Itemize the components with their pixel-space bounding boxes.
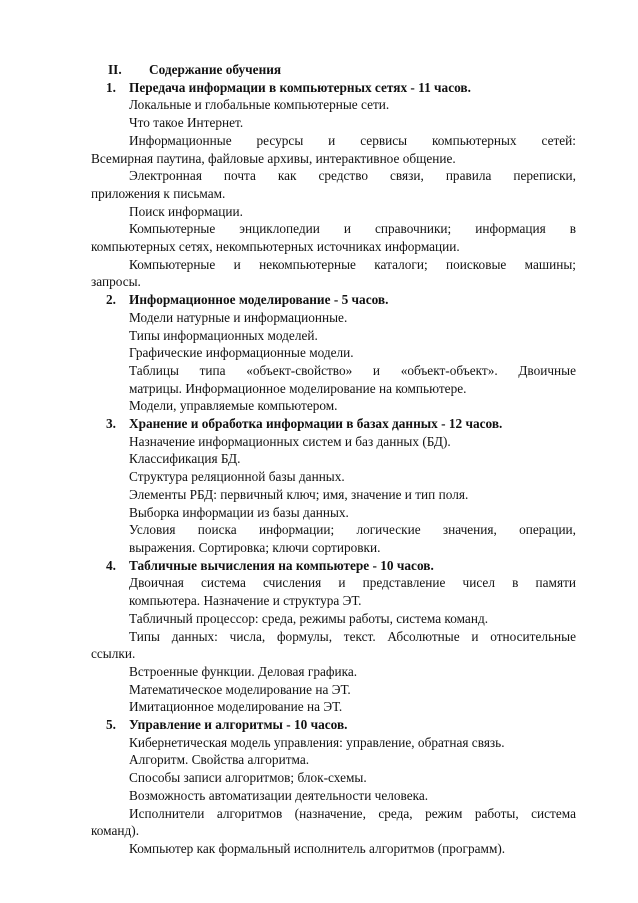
paragraph-line: Компьютер как формальный исполнитель алгоритмов (программ). [129,840,506,856]
paragraph-line: Модели натурные и информационные. [129,309,348,325]
paragraph-line: Кибернетическая модель управления: управление, обратная связь. [129,734,505,750]
paragraph-line: Возможность автоматизации деятельности человека. [129,787,429,803]
topic-heading-2: 2. Информационное моделирование - 5 часов. [106,292,389,308]
paragraph-line: Назначение информационных систем и баз данных (БД). [129,433,451,449]
paragraph-line: Поиск информации. [129,203,243,219]
paragraph-line: Типы информационных моделей. [129,327,318,343]
paragraph-line: Что такое Интернет. [129,115,244,131]
paragraph-line: Графические информационные модели. [129,345,354,361]
paragraph-line: Исполнители алгоритмов (назначение, среда, режим работы, система [129,805,576,821]
topic-heading-5: 5. Управление и алгоритмы - 10 часов. [106,717,348,733]
paragraph-line: Таблицы типа «объект-свойство» и «объект-объект». Двоичные [129,362,576,378]
topic-heading-3: 3. Хранение и обработка информации в базах данных - 12 часов. [106,416,503,432]
paragraph-line: Математическое моделирование на ЭТ. [129,681,351,697]
paragraph-line: запросы. [91,274,141,290]
document-page [92,61,576,858]
section-heading [92,61,576,79]
paragraph-line: выражения. Сортировка; ключи сортировки. [129,539,381,555]
section-title: Содержание обучения [149,62,282,77]
paragraph-line: Компьютерные энциклопедии и справочники; информация в [129,221,576,237]
paragraph-line: Структура реляционной базы данных. [129,469,345,485]
section-number: II. [108,62,122,77]
paragraph-line: Алгоритм. Свойства алгоритма. [129,752,310,768]
paragraph-line: матрицы. Информационное моделирование на компьютере. [129,380,467,396]
paragraph-line: Компьютерные и некомпьютерные каталоги; поисковые машины; [129,256,576,272]
paragraph-line: Типы данных: числа, формулы, текст. Абсолютные и относительные [129,628,576,644]
paragraph-line: Элементы РБД: первичный ключ; имя, значение и тип поля. [129,486,469,502]
paragraph-line: Электронная почта как средство связи, правила переписки, [129,168,576,184]
paragraph-line: Информационные ресурсы и сервисы компьютерных сетей: [129,132,576,148]
paragraph-line: ссылки. [91,646,136,662]
paragraph-line: Выборка информации из базы данных. [129,504,349,520]
topic-heading-1: 1. Передача информации в компьютерных сетях - 11 часов. [106,79,471,95]
paragraph-line: Двоичная система счисления и представление чисел в памяти [129,575,576,591]
paragraph-line: Модели, управляемые компьютером. [129,398,338,414]
topic-heading-4: 4. Табличные вычисления на компьютере - 10 часов. [106,557,434,573]
paragraph-line: Имитационное моделирование на ЭТ. [129,699,343,715]
paragraph-line: Классификация БД. [129,451,241,467]
paragraph-line: команд). [91,823,140,839]
paragraph-line: компьютера. Назначение и структура ЭТ. [129,593,362,609]
paragraph-line: Способы записи алгоритмов; блок-схемы. [129,770,367,786]
paragraph-line: Табличный процессор: среда, режимы работы, система команд. [129,610,489,626]
paragraph-line: Всемирная паутина, файловые архивы, интерактивное общение. [91,150,456,166]
paragraph-line: Встроенные функции. Деловая графика. [129,663,358,679]
paragraph-line: Локальные и глобальные компьютерные сети. [129,97,390,113]
paragraph-line: приложения к письмам. [91,185,226,201]
paragraph-line: Условия поиска информации; логические значения, операции, [129,522,576,538]
paragraph-line: компьютерных сетях, некомпьютерных источниках информации. [91,239,460,255]
